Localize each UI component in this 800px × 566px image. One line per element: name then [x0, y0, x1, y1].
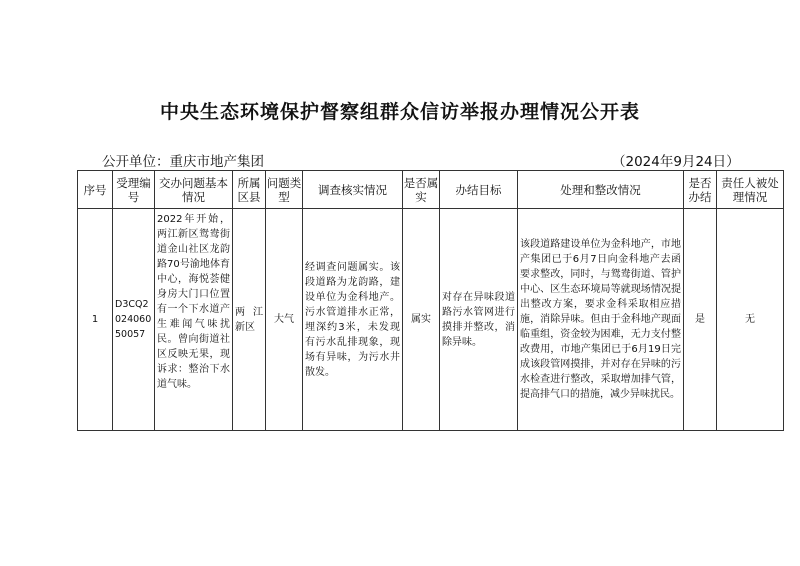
header-type: 问题类型 — [266, 171, 303, 209]
cell-done: 是 — [684, 209, 717, 431]
cell-accountability: 无 — [717, 209, 784, 431]
cell-number: D3CQ202406050057 — [113, 209, 155, 431]
header-done: 是否办结 — [684, 171, 717, 209]
header-number: 受理编号 — [113, 171, 155, 209]
header-goal: 办结目标 — [440, 171, 518, 209]
publish-date: （2024年9月24日） — [612, 154, 740, 170]
page-title: 中央生态环境保护督察组群众信访举报办理情况公开表 — [159, 101, 640, 123]
cell-true: 属实 — [403, 209, 440, 431]
table-row — [78, 209, 784, 431]
cell-handling: 该段道路建设单位为金科地产，市地产集团已于6月7日向金科地产去函要求整改，同时，与鸳鸯街道、管护中心、区生态环境局等就现场情况提出整改方案，要求金科采取相应措施，消除异味。但由于金科地产现面临重组，资金较为困难，无力支付整改费用，市地产集团已于6月19日完成该段管网摸排，并对存在异味的污水检查进行整改，采取增加排气管，提高排气口的措施，减少异味扰民。 — [518, 209, 684, 431]
header-handling: 处理和整改情况 — [518, 171, 684, 209]
table-header-row — [78, 171, 784, 209]
report-table — [77, 170, 784, 431]
header-seq: 序号 — [78, 171, 113, 209]
cell-goal: 对存在异味段道路污水管网进行摸排并整改，消除异味。 — [440, 209, 518, 431]
publishing-unit: 公开单位：重庆市地产集团 — [102, 154, 264, 170]
cell-verify: 经调查问题属实。该段道路为龙韵路，建设单位为金科地产。污水管道排水正常，埋深约3米，未发现有污水乱排现象，现场有异味，为污水井散发。 — [303, 209, 403, 431]
header-true: 是否属实 — [403, 171, 440, 209]
cell-seq: 1 — [78, 209, 113, 431]
header-verify: 调查核实情况 — [303, 171, 403, 209]
cell-issue: 2022年开始，两江新区鸳鸯街道金山社区龙韵路70号渝地体育中心，海悦荟健身房大门口位置有一个下水道产生难闻气味扰民。曾向街道社区反映无果，现诉求：整治下水道气味。 — [155, 209, 233, 431]
header-accountability: 责任人被处理情况 — [717, 171, 784, 209]
header-district: 所属区县 — [233, 171, 266, 209]
header-issue: 交办问题基本情况 — [155, 171, 233, 209]
cell-district: 两江新区 — [233, 209, 266, 431]
cell-type: 大气 — [266, 209, 303, 431]
